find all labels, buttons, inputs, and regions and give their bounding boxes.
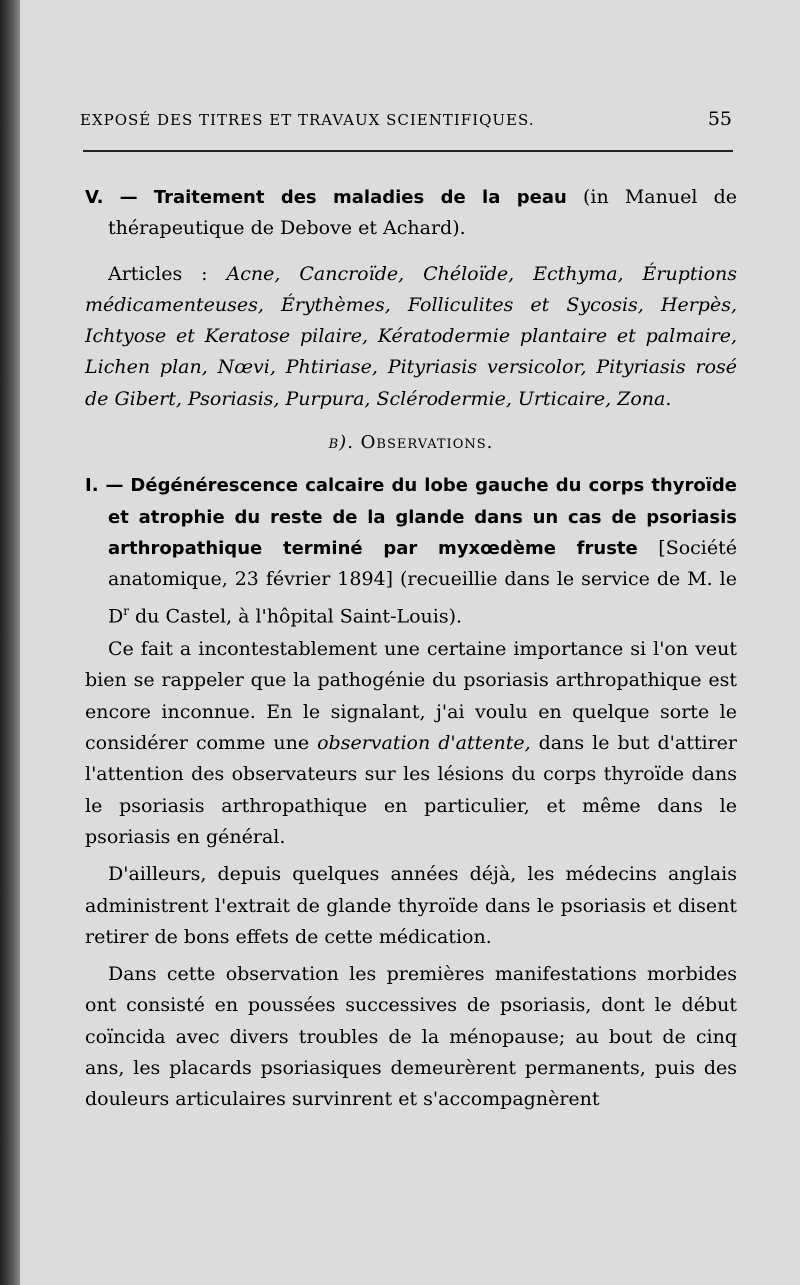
entry-v-dash: — (119, 187, 138, 208)
paragraph-1-emphasis: observation d'attente, (317, 732, 531, 755)
entry-i (85, 470, 737, 632)
page-body (85, 182, 737, 1116)
header-rule (83, 150, 733, 152)
entry-v-title: Traitement des maladies de la peau (153, 187, 567, 208)
entry-i-source: [Société anatomique, 23 février 1894] (recueillie dans le service de M. le D (108, 536, 737, 627)
section-letter: b). (328, 432, 354, 454)
entry-i-superscript: r (123, 603, 129, 618)
paragraph-3: Dans cette observation les premières manifestations morbides ont consisté en poussées successives de psoriasis, dont le début coïncida avec divers troubles de la ménopause; au bout de cinq ans, les placards psoriasiques demeurèrent permanents, puis des douleurs articulaires survinrent et s'accompagnèrent (85, 963, 737, 1111)
entry-i-dash: — (105, 475, 124, 497)
articles-list (85, 259, 737, 415)
paragraph-1-end: dans le but d'attirer l'attention des observateurs sur les lésions du corps thyroïde dans le psoriasis arthropathique en particulier, et même dans le psoriasis en général. (85, 732, 737, 848)
paragraph-1-start: Ce fait a incontestablement une certaine importance si l'on veut bien se rappeler que la pathogénie du psoriasis arthropathique est encore inconnue. En le signalant, j'ai voulu en quelque sorte le considérer comme une (85, 638, 737, 755)
entry-v-number: V. (85, 187, 104, 208)
running-title: EXPOSÉ DES TITRES ET TRAVAUX SCIENTIFIQUES. (80, 111, 535, 129)
section-heading (85, 427, 737, 458)
running-header (80, 108, 732, 130)
entry-i-number: I. (85, 475, 99, 497)
entry-i-title: Dégénérescence calcaire du lobe gauche du corps thyroïde et atrophie du reste de la glande dans un cas de psoriasis arthropathique terminé par myxœdème fruste (108, 475, 737, 559)
page-edge-shadow (0, 0, 20, 1285)
page-number: 55 (707, 108, 732, 130)
entry-v (85, 182, 737, 245)
section-title: Observations. (360, 432, 494, 454)
entry-v-source: (in Manuel de thérapeutique de Debove et Achard). (108, 186, 737, 240)
paragraph-2: D'ailleurs, depuis quelques années déjà, les médecins anglais administrent l'extrait de glande thyroïde dans le psoriasis et disent retirer de bons effets de cette médication. (85, 863, 737, 948)
articles-items: Acne, Cancroïde, Chéloïde, Ecthyma, Éruptions médicamenteuses, Érythèmes, Folliculites et Sycosis, Herpès, Ichtyose et Keratose pilaire, Kératodermie plantaire et palmaire, Lichen plan, Nœvi, Phtiriase, Pityriasis versicolor, Pityriasis rosé de Gibert, Psoriasis, Purpura, Sclérodermie, Urticaire, Zona. (85, 262, 738, 410)
articles-label: Articles : (108, 262, 208, 285)
entry-i-source-end: du Castel, à l'hôpital Saint-Louis). (128, 604, 463, 627)
paragraph-1 (85, 634, 737, 853)
